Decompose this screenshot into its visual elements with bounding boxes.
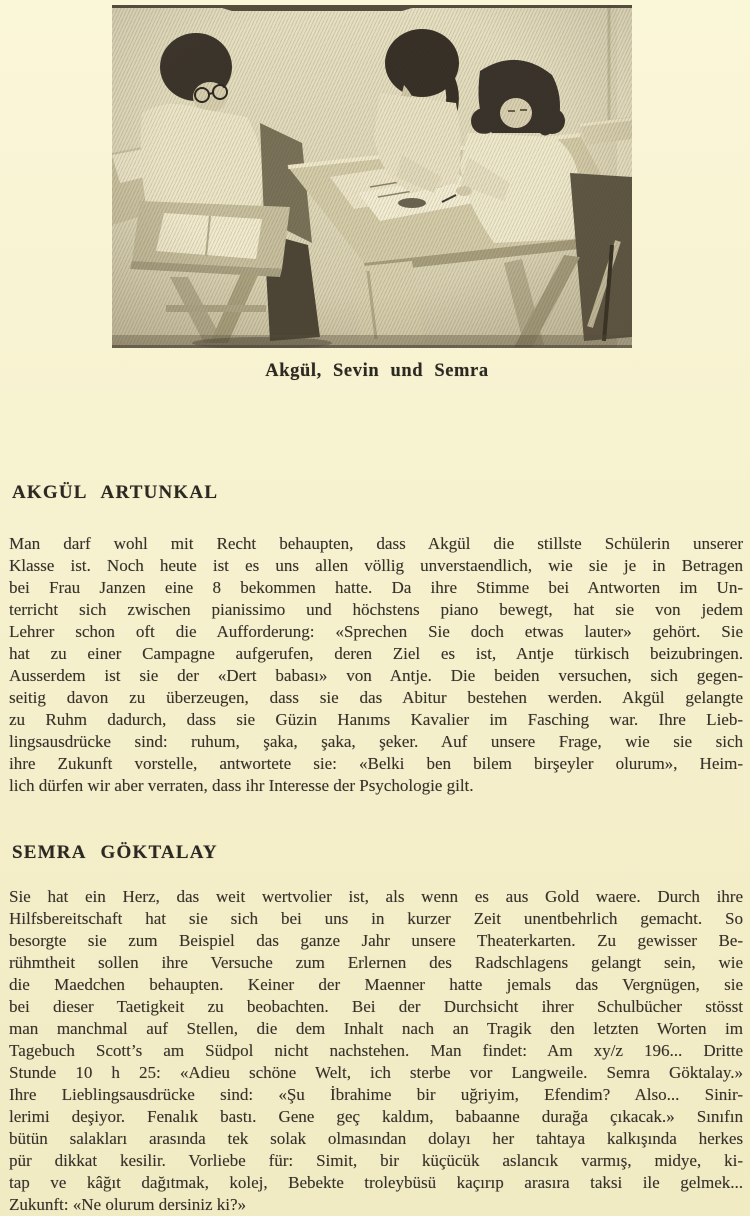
text-line: seitig davon zu überzeugen, dass sie das Abitur bestehen werden. Akgül gelangte <box>9 688 743 707</box>
student-figure-middle <box>374 29 461 193</box>
text-line: terricht sich zwischen pianissimo und höchstens piano bewegt, hat sie von jedem <box>9 600 743 619</box>
text-line: die Maedchen behaupten. Keiner der Maenner hatte jemals das Vergnügen, sie <box>9 975 743 994</box>
text-line: Hilfsbereitschaft hat sie sich bei uns in kurzer Zeit unentbehrlich gemacht. So <box>9 909 743 928</box>
text-line: rühmtheit sollen ihre Versuche zum Erlernen des Radschlagens gelangt sein, wie <box>9 953 743 972</box>
text-line: Zukunft: «Ne olurum dersiniz ki?» <box>9 1195 247 1214</box>
text-line: bei Frau Janzen eine 8 bekommen hatte. Da ihre Stimme bei Antworten im Un- <box>9 578 743 597</box>
text-line: Tagebuch Scott’s am Südpol nicht nachstehen. Man findet: Am xy/z 196... Dritte <box>9 1041 743 1060</box>
text-line: lerimi deşiyor. Fenalık bastı. Gene geç kaldım, babaanne durağa çıkacak.» Sınıfın <box>9 1107 743 1126</box>
text-line: lich dürfen wir aber verraten, dass ihr Interesse der Psychologie gilt. <box>9 776 474 795</box>
section-text-semra <box>9 886 743 1216</box>
section-text-akgul <box>9 533 743 797</box>
text-line: bei dieser Taetigkeit zu beobachten. Bei der Durchsicht ihrer Schulbücher stösst <box>9 997 743 1016</box>
class-photo-illustration <box>112 5 632 348</box>
text-line: Ausserdem ist sie der «Dert babası» von Antje. Die beiden versuchen, sich gegen- <box>9 666 743 685</box>
text-line: pür dikkat kesilir. Vorliebe für: Simit, bir küçücük aslancık varmış, midye, ki- <box>9 1151 743 1170</box>
text-line: zu Ruhm dadurch, dass sie Güzin Hanıms Kavalier im Fasching war. Ihre Lieb- <box>9 710 743 729</box>
text-line: ihre Zukunft vorstelle, antwortete sie: «Belki ben bilem birşeyler olurum», Heim- <box>9 754 743 773</box>
text-line: tap ve kâğıt dağıtmak, kolej, Bebekte troleybüsü kaçırıp arasıra taksi ile gelmek... <box>9 1173 743 1192</box>
text-line: Klasse ist. Noch heute ist es uns allen völlig unverstaendlich, wie sie je in Betragen <box>9 556 743 575</box>
text-line: lingsausdrücke sind: ruhum, şaka, şaka, şeker. Auf unsere Frage, wie sie sich <box>9 732 743 751</box>
text-line: Man darf wohl mit Recht behaupten, dass Akgül die stillste Schülerin unserer <box>9 534 743 553</box>
photo-caption: Akgül, Sevin und Semra <box>265 361 489 381</box>
section-heading-akgul: AKGÜL ARTUNKAL <box>12 482 219 503</box>
text-line: hat zu einer Campagne aufgerufen, deren Ziel es ist, Antje türkisch beizubringen. <box>9 644 743 663</box>
class-photo <box>112 5 632 348</box>
text-line: Lehrer schon oft die Aufforderung: «Sprechen Sie doch etwas lauter» gehört. Sie <box>9 622 743 641</box>
text-line: Stunde 10 h 25: «Adieu schöne Welt, ich sterbe vor Langweile. Semra Göktalay.» <box>9 1063 743 1082</box>
section-heading-semra: SEMRA GÖKTALAY <box>12 842 218 863</box>
text-line: Sie hat ein Herz, das weit wertvolier ist, als wenn es aus Gold waere. Durch ihre <box>9 887 743 906</box>
text-line: Ihre Lieblingsausdrücke sind: «Şu İbrahime bir uğriyim, Efendim? Also... Sinir- <box>9 1085 743 1104</box>
text-line: man manchmal auf Stellen, die dem Inhalt nach an Tragik den letzten Worten im <box>9 1019 743 1038</box>
text-line: bütün salakları arasında tek solak olmasından dolayı her tahtaya kalkışında herkes <box>9 1129 743 1148</box>
text-line: besorgte sie zum Beispiel das ganze Jahr unsere Theaterkarten. Zu gewisser Be- <box>9 931 743 950</box>
